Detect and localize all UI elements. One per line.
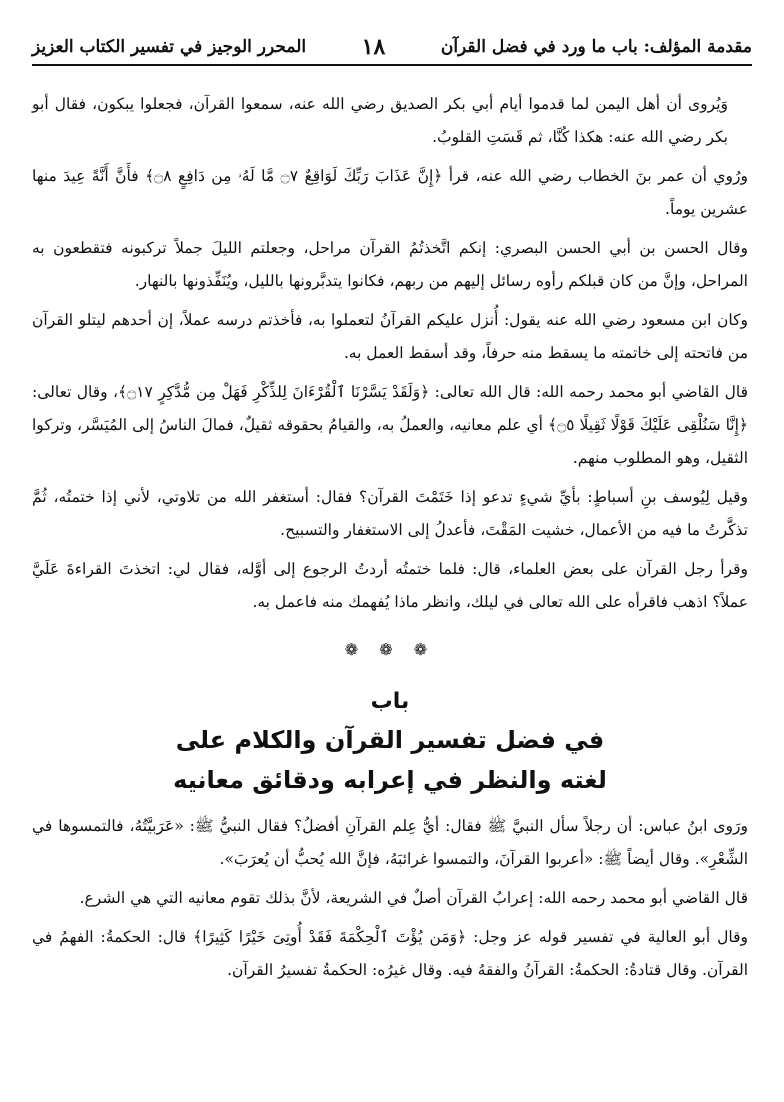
- chapter-heading-line-2: لغته والنظر في إعرابه ودقائق معانيه: [173, 766, 607, 794]
- paragraph-ibn-masud: وكان ابن مسعود رضي الله عنه يقول: أُنزل عليكم القرآنُ لتعملوا به، فأخذتم درسه عملاً، إن أحدهم ليتلو القرآن من فاتحته إلى خاتمته ما يسقط منه حرفاً، وقد أسقط العمل به.: [32, 311, 748, 362]
- book-running-title: المحرر الوجيز في تفسير الكتاب العزيز: [32, 37, 307, 57]
- page-body: [32, 88, 748, 993]
- paragraph-reciter: وقرأ رجل القرآن على بعض العلماء، قال: فلما ختمتُه أردتُ الرجوع إلى أوَّله، فقال لي: اتخذتَ القراءةَ عَلَيَّ عملاً؟ اذهب فاقرأه على الله تعالى في ليلك، وانظر ماذا يُفهمك منه فاعمل به.: [32, 560, 748, 611]
- paragraph-yusuf: وقيل لِيُوسف بنِ أسباطٍ: بأيِّ شيءٍ تدعو إذا خَتَمْتَ القرآن؟ فقال: أستغفر الله من تلاوتي، لأني إذا ختمتُه، ثُمَّ تذكَّرتُ ما فيه من الأعمال، خشيت المَقْتَ، فأعدلُ إلى الاستغفار والتسبيح.: [32, 488, 748, 539]
- paragraph-yemen: وَيُروى أن أهل اليمن لما قدموا أيام أبي بكر الصديق رضي الله عنه، سمعوا القرآن، فجعلوا يبكون، فقال أبو بكر رضي الله عنه: هكذا كُنَّا، ثم قَسَتِ القلوبُ.: [32, 95, 728, 146]
- page-header: [32, 30, 752, 66]
- paragraph-qadi: قال القاضي أبو محمد رحمه الله: قال الله تعالى: ﴿وَلَقَدْ يَسَّرْنَا ٱلْقُرْءَانَ لِلذِّكْرِ فَهَلْ مِن مُّدَّكِرٍ ۝١٧﴾، وقال تعالى: ﴿إِنَّا سَنُلْقِى عَلَيْكَ قَوْلًا ثَقِيلًا ۝٥﴾ أي علم معانيه، والعملُ به، والقيامُ بحقوقه ثقيلٌ، فمالَ الناسُ إلى المُيَسَّر، وتركوا الثقيل، وهو المطلوب منهم.: [32, 383, 749, 467]
- paragraph-ibn-abbas: ورَوى ابنُ عباس: أن رجلاً سأل النبيَّ ﷺ فقال: أيُّ عِلم القرآنِ أفضلُ؟ فقال النبيُّ ﷺ: «عَرَبيَّتُهُ، فالتمسوها في الشِّعْرِ». وقال أيضاً ﷺ: «أعربوا القرآنَ، والتمسوا غرائبَهُ، فإنَّ الله يُحبُّ أن يُعرَبَ».: [32, 817, 748, 868]
- paragraph-umar: ورُوي أن عمر بنَ الخطاب رضي الله عنه، قرأ ﴿إِنَّ عَذَابَ رَبِّكَ لَوَاقِعٌ ۝٧ مَّا لَهُۥ مِن دَافِعٍ ۝٨﴾ فأَنَّ أَنَّةً عِيدَ منها عشرين يوماً.: [32, 167, 748, 218]
- page-number: ١٨: [361, 34, 386, 60]
- chapter-heading-bab: باب: [370, 689, 410, 714]
- chapter-heading-line-1: في فضل تفسير القرآن والكلام على: [175, 726, 605, 754]
- chapter-heading: [32, 684, 748, 800]
- section-separator: ❁ ❁ ❁: [344, 640, 436, 659]
- paragraph-qadi-irab: قال القاضي أبو محمد رحمه الله: إعرابُ القرآن أصلٌ في الشريعة، لأنَّ بذلك تقوم معانيه التي هي الشرع.: [79, 889, 748, 907]
- paragraph-hasan: وقال الحسن بن أبي الحسن البصري: إنكم اتَّخذتُمُ القرآن مراحل، وجعلتم الليلَ جملاً تركبونه فتقطعون به المراحل، وإنَّ من كان قبلكم رأوه رسائل إليهم من ربهم، فكانوا يتدبَّرونها بالليل، ويُنَفِّذونها بالنهار.: [32, 239, 748, 290]
- chapter-running-title: مقدمة المؤلف: باب ما ورد في فضل القرآن: [440, 37, 752, 57]
- paragraph-abu-aliya: وقال أبو العالية في تفسير قوله عز وجل: ﴿وَمَن يُؤْتَ ٱلْحِكْمَةَ فَقَدْ أُوتِىَ خَيْرًا كَثِيرًا﴾ قال: الحكمةُ: الفهمُ في القرآن. وقال قتادةُ: الحكمةُ: القرآنُ والفقهُ فيه. وقال غيرُه: الحكمةُ تفسيرُ القرآن.: [32, 928, 748, 979]
